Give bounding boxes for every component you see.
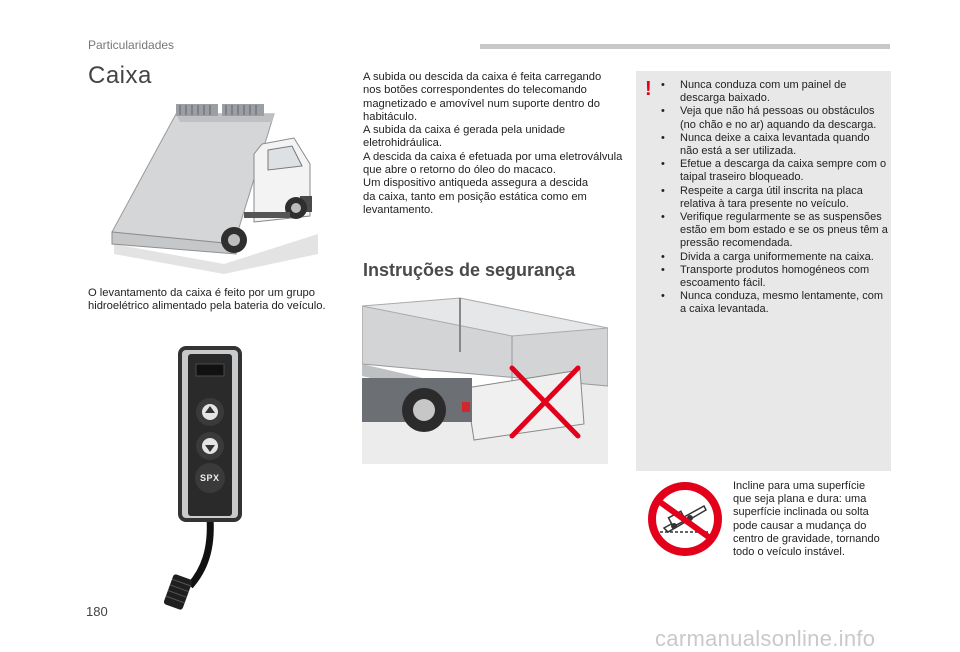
incline-line: pode causar a mudança do: [733, 519, 867, 532]
remote-brand-label: SPX: [200, 473, 220, 483]
incline-line: centro de gravidade, tornando: [733, 532, 880, 545]
page-number: 180: [86, 604, 108, 619]
list-item: • Nunca deixe a caixa levantada quando não está a ser utilizada.: [654, 132, 890, 158]
description-line: nos botões correspondentes do telecomando: [363, 84, 587, 97]
description-line: magnetizado e amovível num suporte dentro do: [363, 97, 600, 110]
description-line: que abre o retorno do óleo do macaco.: [363, 164, 556, 177]
list-item: • Nunca conduza, mesmo lentamente, com a caixa levantada.: [654, 290, 890, 316]
description-line: da caixa, tanto em posição estática como em: [363, 190, 587, 203]
operation-description: [363, 71, 631, 217]
incline-line: todo o veículo instável.: [733, 546, 845, 559]
watermark: carmanualsonline.info: [655, 626, 876, 651]
list-item: • Divida a carga uniformemente na caixa.: [654, 251, 890, 264]
description-line: levantamento.: [363, 203, 434, 216]
incline-line: Incline para uma superfície: [733, 480, 866, 492]
truck-tipper-illustration: [104, 104, 320, 274]
lifting-caption: O levantamento da caixa é feito por um grupo hidroelétrico alimentado pela bateria do veículo.: [88, 287, 326, 313]
incline-line: superfície inclinada ou solta: [733, 506, 869, 519]
section-header: Particularidades: [88, 38, 175, 52]
incline-warning-text: [733, 480, 888, 559]
description-line: A subida ou descida da caixa é feita carregando: [363, 71, 602, 83]
description-line: A descida da caixa é efetuada por uma eletroválvula: [363, 150, 623, 163]
safety-warning-list: [654, 79, 890, 317]
truck-prohibited-illustration: [362, 292, 608, 464]
list-item: • Verifique regularmente se as suspensões estão em bom estado e se os pneus têm a pressão recomendada.: [654, 211, 890, 251]
description-line: A subida da caixa é gerada pela unidade: [363, 124, 566, 137]
incline-line: que seja plana e dura: uma: [733, 493, 867, 506]
list-item: • Veja que não há pessoas ou obstáculos (no chão e no ar) aquando da descarga.: [654, 105, 890, 131]
safety-heading: Instruções de segurança: [363, 260, 576, 280]
list-item: • Respeite a carga útil inscrita na placa relativa à tara presente no veículo.: [654, 185, 890, 211]
list-item: • Efetue a descarga da caixa sempre com o taipal traseiro bloqueado.: [654, 158, 890, 184]
description-line: Um dispositivo antiqueda assegura a descida: [363, 177, 589, 190]
description-line: eletrohidráulica.: [363, 137, 442, 150]
slope-prohibited-icon: [646, 480, 724, 558]
list-item: • Nunca conduza com um painel de descarga baixado.: [654, 79, 890, 105]
header-divider: [480, 44, 890, 49]
page-title: Caixa: [88, 62, 152, 89]
warning-icon: !: [645, 78, 652, 100]
list-item: • Transporte produtos homogéneos com escoamento fácil.: [654, 264, 890, 290]
description-line: habitáculo.: [363, 110, 418, 123]
